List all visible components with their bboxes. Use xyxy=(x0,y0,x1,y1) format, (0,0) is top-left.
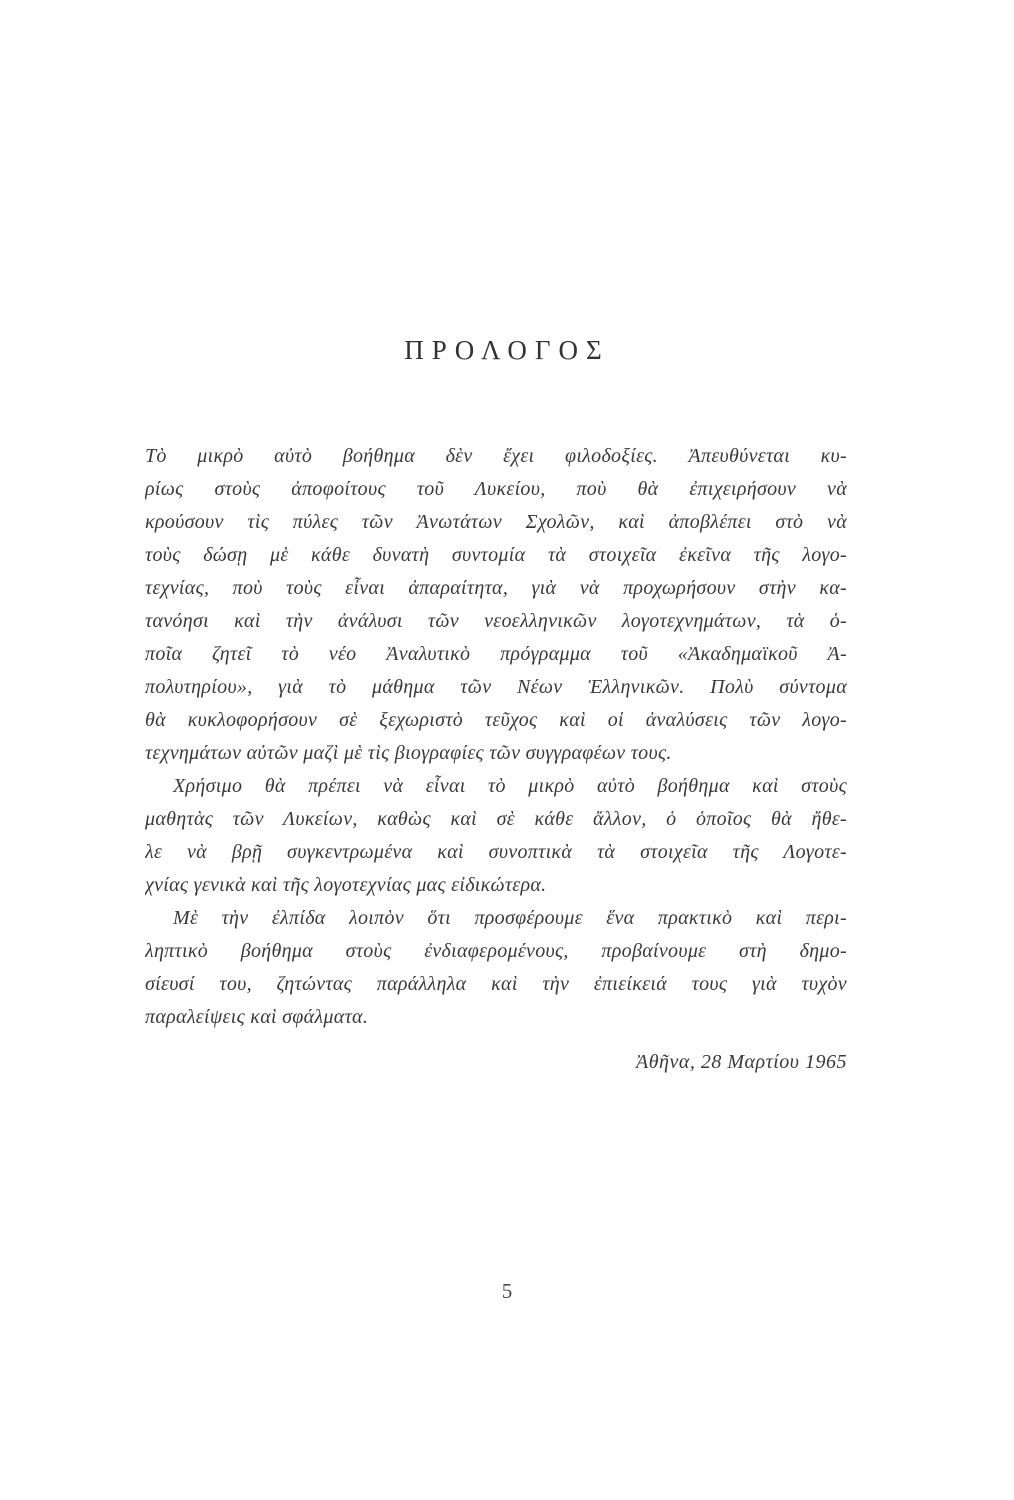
text-line-3: κρούσουν τὶς πύλες τῶν Ἀνωτάτων Σχολῶν, καὶ ἀποβλέπει στὸ νὰ xyxy=(145,511,847,533)
text-line-8: πολυτηρίου», γιὰ τὸ μάθημα τῶν Νέων Ἑλληνικῶν. Πολὺ σύντομα xyxy=(145,676,847,698)
text-line-7: ποῖα ζητεῖ τὸ νέο Ἀναλυτικὸ πρόγραμμα τοῦ «Ἀκαδημαϊκοῦ Ἀ- xyxy=(145,643,847,665)
text-line-11: Χρήσιμο θὰ πρέπει νὰ εἶναι τὸ μικρὸ αὐτὸ βοήθημα καὶ στοὺς xyxy=(173,775,847,797)
text-line-4: τοὺς δώσῃ μὲ κάθε δυνατὴ συντομία τὰ στοιχεῖα ἐκεῖνα τῆς λογο- xyxy=(145,544,847,566)
preface-body xyxy=(145,440,847,1034)
text-line-9: θὰ κυκλοφορήσουν σὲ ξεχωριστὸ τεῦχος καὶ οἱ ἀναλύσεις τῶν λογο- xyxy=(145,709,847,731)
text-line-1: Τὸ μικρὸ αὐτὸ βοήθημα δὲν ἔχει φιλοδοξίες. Ἀπευθύνεται κυ- xyxy=(145,445,847,467)
date-signature: Ἀθῆνα, 28 Μαρτίου 1965 xyxy=(636,1051,847,1073)
page-number: 5 xyxy=(501,1279,513,1303)
text-line-16: ληπτικὸ βοήθημα στοὺς ἐνδιαφερομένους, προβαίνουμε στὴ δημο- xyxy=(145,940,847,962)
text-line-17: σίευσί του, ζητώντας παράλληλα καὶ τὴν ἐπιείκειά τους γιὰ τυχὸν xyxy=(145,973,847,995)
page-title: ΠΡΟΛΟΓΟΣ xyxy=(404,335,610,365)
text-line-6: τανόησι καὶ τὴν ἀνάλυσι τῶν νεοελληνικῶν λογοτεχνημάτων, τὰ ὁ- xyxy=(145,610,847,632)
text-line-13: λε νὰ βρῇ συγκεντρωμένα καὶ συνοπτικὰ τὰ στοιχεῖα τῆς Λογοτε- xyxy=(145,841,847,863)
text-line-5: τεχνίας, ποὺ τοὺς εἶναι ἀπαραίτητα, γιὰ νὰ προχωρήσουν στὴν κα- xyxy=(145,577,847,599)
text-line-10: τεχνημάτων αὐτῶν μαζὶ μὲ τὶς βιογραφίες τῶν συγγραφέων τους. xyxy=(145,742,672,764)
text-line-12: μαθητὰς τῶν Λυκείων, καθὼς καὶ σὲ κάθε ἄλλον, ὁ ὁποῖος θὰ ἤθε- xyxy=(145,808,847,830)
text-line-15: Μὲ τὴν ἐλπίδα λοιπὸν ὅτι προσφέρουμε ἕνα πρακτικὸ καὶ περι- xyxy=(173,907,847,929)
text-line-18: παραλείψεις καὶ σφάλματα. xyxy=(145,1006,369,1028)
text-line-2: ρίως στοὺς ἀποφοίτους τοῦ Λυκείου, ποὺ θὰ ἐπιχειρήσουν νὰ xyxy=(145,478,847,500)
text-line-14: χνίας γενικὰ καὶ τῆς λογοτεχνίας μας εἰδικώτερα. xyxy=(145,874,547,896)
